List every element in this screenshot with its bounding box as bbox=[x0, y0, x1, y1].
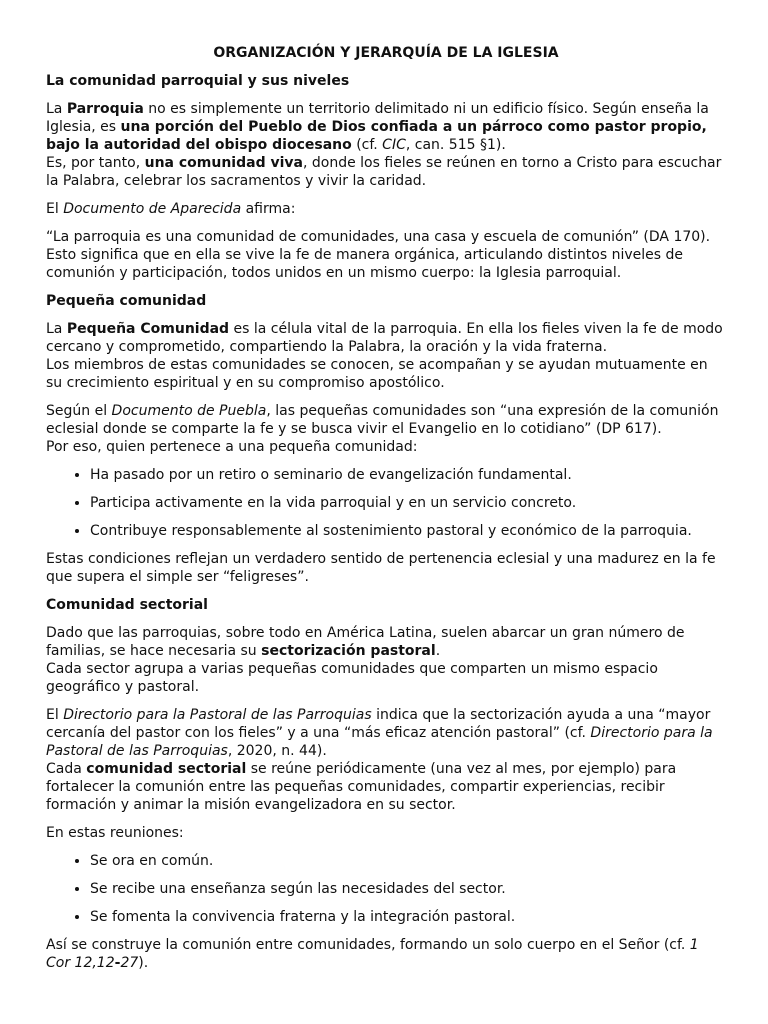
list-item: • Ha pasado por un retiro o seminario de evangelización fundamental. bbox=[90, 466, 726, 484]
paragraph: Así se construye la comunión entre comunidades, formando un solo cuerpo en el Señor (cf. 1 Cor 12,12-27). bbox=[46, 937, 699, 971]
paragraph: En estas reuniones: bbox=[46, 825, 184, 841]
list-item: • Participa activamente en la vida parroquial y en un servicio concreto. bbox=[90, 494, 726, 512]
section-heading-pequena-comunidad: Pequeña comunidad bbox=[46, 293, 207, 309]
paragraph: Estas condiciones reflejan un verdadero sentido de pertenencia eclesial y una madurez en la fe que supera el simple ser “feligreses”. bbox=[46, 551, 716, 585]
bullet-list bbox=[46, 466, 726, 540]
list-item: • Se ora en común. bbox=[90, 852, 726, 870]
paragraph: Los miembros de estas comunidades se conocen, se acompañan y se ayudan mutuamente en su crecimiento espiritual y en su compromiso apostólico. bbox=[46, 357, 708, 391]
paragraph: Cada sector agrupa a varias pequeñas comunidades que comparten un mismo espacio geográfico y pastoral. bbox=[46, 661, 658, 695]
section-heading-comunidad-sectorial: Comunidad sectorial bbox=[46, 597, 208, 613]
paragraph: El Directorio para la Pastoral de las Parroquias indica que la sectorización ayuda a una “mayor cercanía del pastor con los fieles” y a una “más eficaz atención pastoral” (cf. Directorio para la Pastoral de las Parroquias, 2020, n. 44). bbox=[46, 707, 713, 759]
paragraph: Cada comunidad sectorial se reúne periódicamente (una vez al mes, por ejemplo) para fortalecer la comunión entre las pequeñas comunidades, compartir experiencias, recibir formación y animar la misión evangelizadora en su sector. bbox=[46, 761, 677, 813]
paragraph: Dado que las parroquias, sobre todo en América Latina, suelen abarcar un gran número de familias, se hace necesaria su sectorización pastoral. bbox=[46, 625, 685, 659]
list-item: • Contribuye responsablemente al sostenimiento pastoral y económico de la parroquia. bbox=[90, 522, 726, 540]
paragraph: Esto significa que en ella se vive la fe de manera orgánica, articulando distintos niveles de comunión y participación, todos unidos en un mismo cuerpo: la Iglesia parroquial. bbox=[46, 247, 683, 281]
section-heading-comunidad-parroquial: La comunidad parroquial y sus niveles bbox=[46, 73, 350, 89]
document-title: ORGANIZACIÓN Y JERARQUÍA DE LA IGLESIA bbox=[213, 45, 559, 61]
paragraph: La Parroquia no es simplemente un territorio delimitado ni un edificio físico. Según enseña la Iglesia, es una porción del Pueblo de Dios confiada a un párroco como pastor propio, bajo la autoridad del obispo diocesano (cf. CIC, can. 515 §1). bbox=[46, 101, 709, 153]
list-item: • Se recibe una enseñanza según las necesidades del sector. bbox=[90, 880, 726, 898]
quote-paragraph: “La parroquia es una comunidad de comunidades, una casa y escuela de comunión” (DA 170). bbox=[46, 229, 711, 245]
paragraph: Por eso, quien pertenece a una pequeña comunidad: bbox=[46, 439, 418, 455]
paragraph: El Documento de Aparecida afirma: bbox=[46, 201, 296, 217]
paragraph: Según el Documento de Puebla, las pequeñas comunidades son “una expresión de la comunión eclesial donde se comparte la fe y se busca vivir el Evangelio en lo cotidiano” (DP 617). bbox=[46, 403, 719, 437]
paragraph: La Pequeña Comunidad es la célula vital de la parroquia. En ella los fieles viven la fe de modo cercano y comprometido, compartiendo la Palabra, la oración y la vida fraterna. bbox=[46, 321, 723, 355]
paragraph: Es, por tanto, una comunidad viva, donde los fieles se reúnen en torno a Cristo para escuchar la Palabra, celebrar los sacramentos y vivir la caridad. bbox=[46, 155, 722, 189]
bullet-list bbox=[46, 852, 726, 926]
list-item: • Se fomenta la convivencia fraterna y la integración pastoral. bbox=[90, 908, 726, 926]
